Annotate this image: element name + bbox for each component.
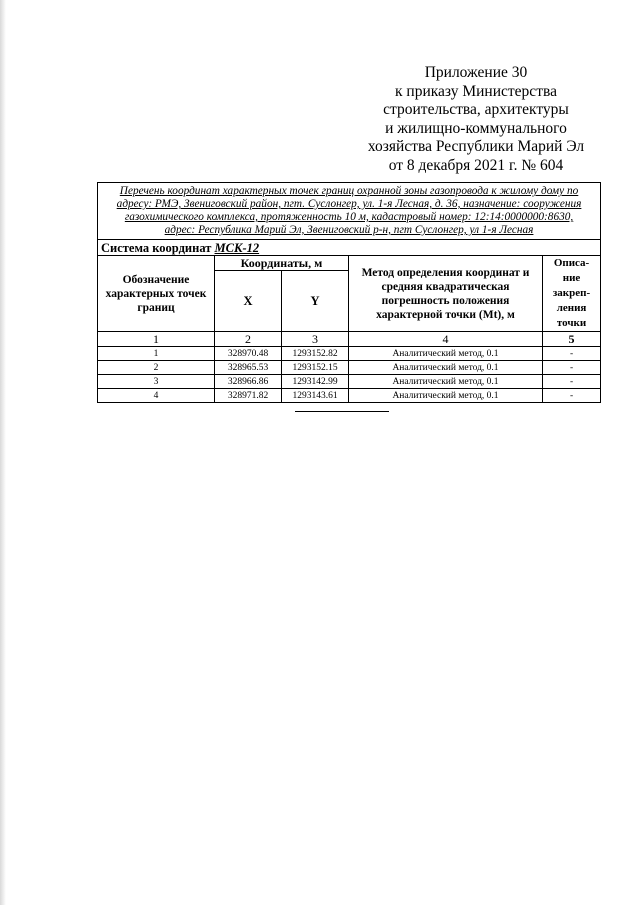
coord-y: 1293152.82 — [282, 347, 349, 361]
method: Аналитический метод, 0.1 — [349, 375, 543, 389]
signature-line — [295, 411, 389, 412]
coordinates-table — [97, 182, 601, 403]
scan-edge-shadow — [0, 0, 6, 905]
column-header-desc-line: закреп- — [552, 287, 591, 299]
method: Аналитический метод, 0.1 — [349, 347, 543, 361]
header-line: Приложение 30 — [424, 64, 528, 81]
column-number: 2 — [215, 332, 282, 347]
point-number: 3 — [98, 375, 215, 389]
coord-x: 328970.48 — [215, 347, 282, 361]
header-line: и жилищно-коммунального — [385, 119, 567, 137]
column-header-desc-line: Описа- — [553, 257, 590, 269]
column-number: 5 — [543, 332, 601, 347]
point-number: 1 — [98, 347, 215, 361]
column-header-point: Обозначение характерных точек границ — [98, 256, 215, 332]
description: - — [543, 375, 601, 389]
coord-y: 1293142.99 — [282, 375, 349, 389]
description: - — [543, 361, 601, 375]
point-number: 2 — [98, 361, 215, 375]
column-numbering-row — [98, 332, 601, 347]
column-number: 4 — [349, 332, 543, 347]
coord-x: 328966.86 — [215, 375, 282, 389]
header-line: хозяйства Республики Марий Эл — [367, 138, 585, 155]
column-header-coords: Координаты, м — [215, 256, 349, 271]
coordinate-system-name: МСК-12 — [214, 240, 260, 255]
column-header-desc-line: точки — [556, 317, 587, 329]
table-title-line: газохимического комплекса, протяженность 10 м, кадастровый номер: 12:14:0000000:8630, — [124, 211, 574, 223]
method: Аналитический метод, 0.1 — [349, 389, 543, 403]
coord-x: 328971.82 — [215, 389, 282, 403]
description: - — [543, 347, 601, 361]
table-title-line: адрес: Республика Марий Эл, Звениговский р-н, пгт Суслонгер, ул 1-я Лесная — [164, 224, 534, 236]
coord-y: 1293152.15 — [282, 361, 349, 375]
table-row — [98, 347, 601, 361]
coordinate-system — [98, 240, 601, 256]
table-title-line: адресу: РМЭ, Звениговский район, пгт. Суслонгер, ул. 1-я Лесная, д. 36, назначение: сооружения — [116, 198, 582, 210]
appendix-header — [340, 64, 612, 175]
table-row — [98, 375, 601, 389]
table-title — [98, 183, 601, 240]
header-line: к приказу Министерства — [395, 82, 557, 100]
header-line: строительства, архитектуры — [383, 101, 569, 118]
column-number: 1 — [98, 332, 215, 347]
table-row — [98, 361, 601, 375]
column-header-y: Y — [282, 271, 349, 332]
column-header-method: Метод определения координат и средняя квадратическая погрешность положения характерной точки (Mt), м — [349, 256, 543, 332]
coord-y: 1293143.61 — [282, 389, 349, 403]
table-row — [98, 389, 601, 403]
column-header-desc-line: ления — [556, 302, 587, 314]
point-number: 4 — [98, 389, 215, 403]
header-line: от 8 декабря 2021 г. № 604 — [388, 156, 564, 174]
column-number: 3 — [282, 332, 349, 347]
table-title-line: Перечень координат характерных точек границ охранной зоны газопровода к жилому дому по — [119, 185, 579, 197]
column-header-desc — [543, 256, 601, 332]
method: Аналитический метод, 0.1 — [349, 361, 543, 375]
description: - — [543, 389, 601, 403]
coord-x: 328965.53 — [215, 361, 282, 375]
column-header-desc-line: ние — [562, 272, 581, 284]
coordinate-system-label: Система координат — [101, 240, 212, 255]
column-header-x: X — [215, 271, 282, 332]
